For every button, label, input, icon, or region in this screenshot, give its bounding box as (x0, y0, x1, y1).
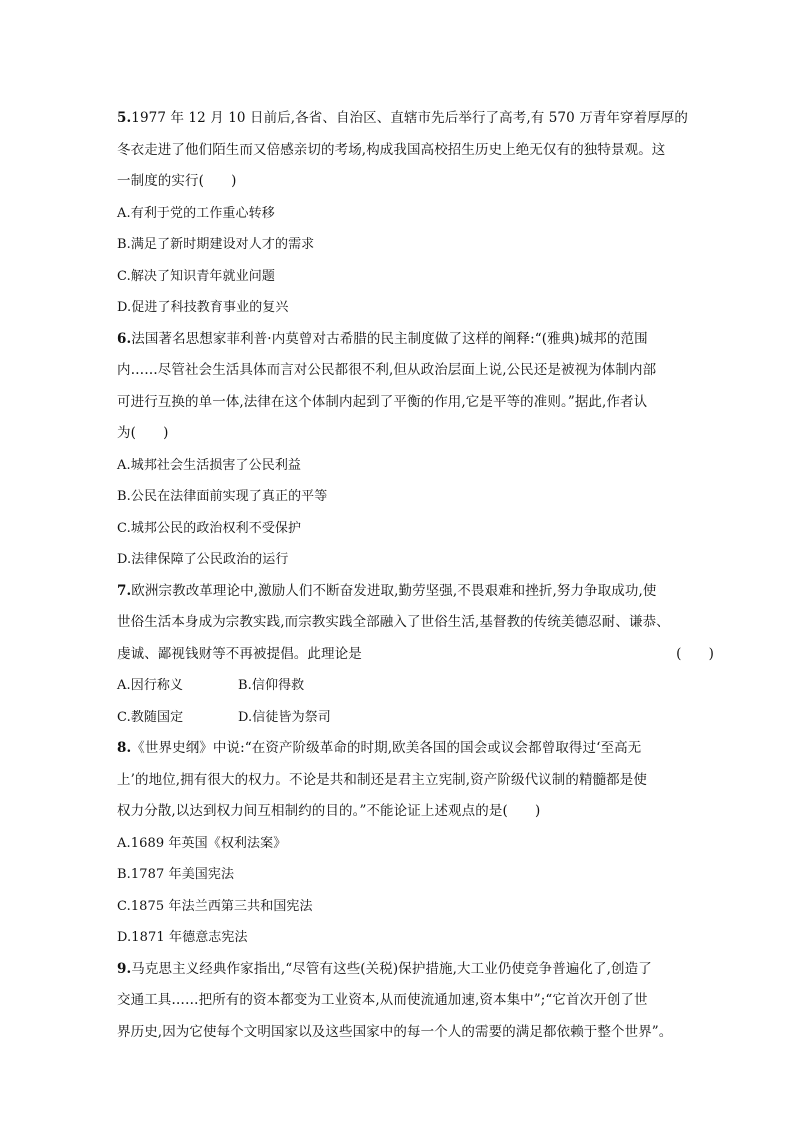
question-number: 7. (117, 582, 132, 599)
question-stem-line: 世俗生活本身成为宗教实践,而宗教实践全部融入了世俗生活,基督教的传统美德忍耐、谦恭、 (117, 614, 670, 630)
question-stem-line: 6.法国著名思想家菲利普·内莫曾对古希腊的民主制度做了这样的阐释:“(雅典)城邦的范围 (117, 330, 648, 347)
question-stem-line: 虔诚、鄙视钱财等不再被提倡。此理论是 ( ) (117, 639, 687, 671)
option-row (117, 702, 687, 734)
option-c[interactable]: C.解决了知识青年就业问题 (117, 268, 275, 284)
option-c[interactable]: C.城邦公民的政治权利不受保护 (117, 520, 302, 536)
question-number: 9. (117, 960, 132, 977)
option-d[interactable]: D.促进了科技教育事业的复兴 (117, 300, 289, 315)
answer-bracket: ( ) (676, 645, 714, 662)
question-stem-line: 5.1977 年 12 月 10 日前后,各省、自治区、直辖市先后举行了高考,有 570 万青年穿着厚厚的 (117, 110, 688, 126)
question-number: 5. (117, 110, 132, 126)
question-9 (117, 954, 687, 1049)
question-5 (117, 103, 687, 324)
option-c[interactable]: C.1875 年法兰西第三共和国宪法 (117, 898, 313, 914)
question-number: 6. (117, 330, 132, 347)
option-a[interactable]: A.城邦社会生活损害了公民利益 (117, 457, 302, 473)
option-d[interactable]: D.信徒皆为祭司 (238, 709, 331, 725)
question-stem-line: 上’的地位,拥有很大的权力。不论是共和制还是君主立宪制,资产阶级代议制的精髓都是使 (117, 771, 647, 788)
question-number: 8. (117, 740, 132, 756)
question-6 (117, 324, 687, 576)
question-list (117, 103, 714, 1048)
option-b[interactable]: B.公民在法律面前实现了真正的平等 (117, 489, 328, 504)
question-stem-line: 权力分散,以达到权力间互相制约的目的。”不能论证上述观点的是( ) (117, 803, 541, 819)
question-stem-line: 9.马克思主义经典作家指出,“尽管有这些(关税)保护措施,大工业仍使竞争普遍化了,创造了 (117, 960, 652, 977)
option-d[interactable]: D.法律保障了公民政治的运行 (117, 552, 289, 567)
option-d[interactable]: D.1871 年德意志宪法 (117, 930, 248, 945)
question-stem-line: 界历史,因为它使每个文明国家以及这些国家中的每一个人的需要的满足都依赖于整个世界”。 (117, 1023, 673, 1040)
option-b[interactable]: B.信仰得救 (238, 678, 305, 693)
question-stem-line: 可进行互换的单一体,法律在这个体制内起到了平衡的作用,它是平等的准则。”据此,作者认 (117, 393, 648, 410)
question-stem-line: 内……尽管社会生活具体而言对公民都很不利,但从政治层面上说,公民还是被视为体制内部 (117, 362, 657, 378)
option-a[interactable]: A.因行称义 (117, 678, 184, 693)
option-a[interactable]: A.有利于党的工作重心转移 (117, 205, 275, 221)
question-stem-line: 8.《世界史纲》中说:“在资产阶级革命的时期,欧美各国的国会或议会都曾取得过‘至高无 (117, 740, 642, 756)
question-stem-line: 7.欧洲宗教改革理论中,激励人们不断奋发进取,勤劳坚强,不畏艰难和挫折,努力争取成功,使 (117, 582, 657, 599)
question-stem-line: 一制度的实行( ) (117, 173, 237, 189)
question-stem-line: 交通工具……把所有的资本都变为工业资本,从而使流通加速,资本集中”;“它首次开创了世 (117, 992, 648, 1008)
option-a[interactable]: A.1689 年英国《权利法案》 (117, 835, 287, 851)
question-stem-line: 冬衣走进了他们陌生而又倍感亲切的考场,构成我国高校招生历史上绝无仅有的独特景观。这 (117, 141, 666, 158)
option-b[interactable]: B.满足了新时期建设对人才的需求 (117, 237, 315, 252)
question-stem-line: 为( ) (117, 425, 169, 441)
option-row (117, 670, 687, 702)
question-8 (117, 733, 687, 954)
option-b[interactable]: B.1787 年美国宪法 (117, 867, 235, 882)
option-c[interactable]: C.教随国定 (117, 709, 184, 725)
question-7 (117, 576, 714, 734)
